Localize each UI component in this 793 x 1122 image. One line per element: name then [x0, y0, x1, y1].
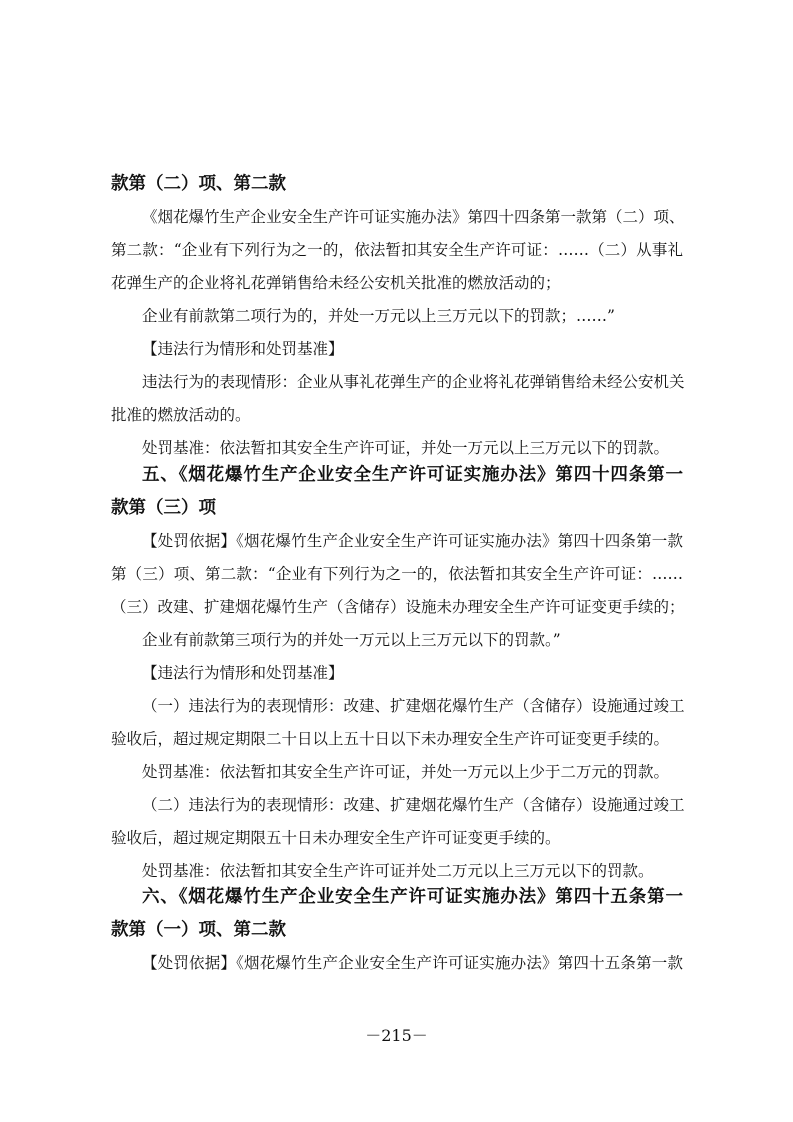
body-paragraph-line: 验收后，超过规定期限二十日以上五十日以下未办理安全生产许可证变更手续的。 [111, 730, 670, 748]
body-paragraph-line: 企业有前款第三项行为的并处一万元以上三万元以下的罚款。” [142, 631, 561, 649]
section-heading-6: 六、《烟花爆竹生产企业安全生产许可证实施办法》第四十五条第一 [142, 887, 683, 907]
page-number: －215－ [365, 1026, 428, 1045]
body-paragraph-line: 企业有前款第二项行为的，并处一万元以上三万元以下的罚款；……” [142, 307, 615, 325]
body-paragraph-line: 【处罚依据】《烟花爆竹生产企业安全生产许可证实施办法》第四十五条第一款 [142, 954, 683, 972]
section-heading-6-cont: 款第（一）项、第二款 [111, 920, 286, 940]
body-paragraph-line: 第二款：“企业有下列行为之一的，依法暂扣其安全生产许可证：……（二）从事礼 [111, 241, 683, 259]
body-paragraph-line: （一）违法行为的表现情形：改建、扩建烟花爆竹生产（含储存）设施通过竣工 [142, 697, 685, 715]
body-paragraph-line: 【处罚依据】《烟花爆竹生产企业安全生产许可证实施办法》第四十四条第一款 [142, 532, 683, 550]
body-paragraph-line: （三）改建、扩建烟花爆竹生产（含储存）设施未办理安全生产许可证变更手续的； [111, 598, 685, 616]
body-paragraph-line: 花弹生产的企业将礼花弹销售给未经公安机关批准的燃放活动的； [111, 274, 561, 292]
subsection-label: 【违法行为情形和处罚基准】 [142, 340, 344, 358]
section-heading-5: 五、《烟花爆竹生产企业安全生产许可证实施办法》第四十四条第一 [142, 465, 683, 485]
body-paragraph-line: 第（三）项、第二款：“企业有下列行为之一的，依法暂扣其安全生产许可证：…… [111, 565, 683, 583]
penalty-standard-line: 处罚基准：依法暂扣其安全生产许可证并处二万元以上三万元以下的罚款。 [142, 862, 654, 880]
body-paragraph-line: 验收后，超过规定期限五十日未办理安全生产许可证变更手续的。 [111, 829, 561, 847]
section-heading-5-cont: 款第（三）项 [111, 498, 216, 518]
body-paragraph-line: 违法行为的表现情形：企业从事礼花弹生产的企业将礼花弹销售给未经公安机关 [142, 373, 685, 391]
section-heading-continued: 款第（二）项、第二款 [111, 174, 286, 194]
subsection-label: 【违法行为情形和处罚基准】 [142, 664, 344, 682]
penalty-standard-line: 处罚基准：依法暂扣其安全生产许可证，并处一万元以上少于二万元的罚款。 [142, 763, 670, 781]
penalty-standard-line: 处罚基准：依法暂扣其安全生产许可证，并处一万元以上三万元以下的罚款。 [142, 439, 670, 457]
body-paragraph-line: （二）违法行为的表现情形：改建、扩建烟花爆竹生产（含储存）设施通过竣工 [142, 796, 685, 814]
body-paragraph-line: 《烟花爆竹生产企业安全生产许可证实施办法》第四十四条第一款第（二）项、 [142, 208, 685, 226]
body-paragraph-line: 批准的燃放活动的。 [111, 406, 251, 424]
